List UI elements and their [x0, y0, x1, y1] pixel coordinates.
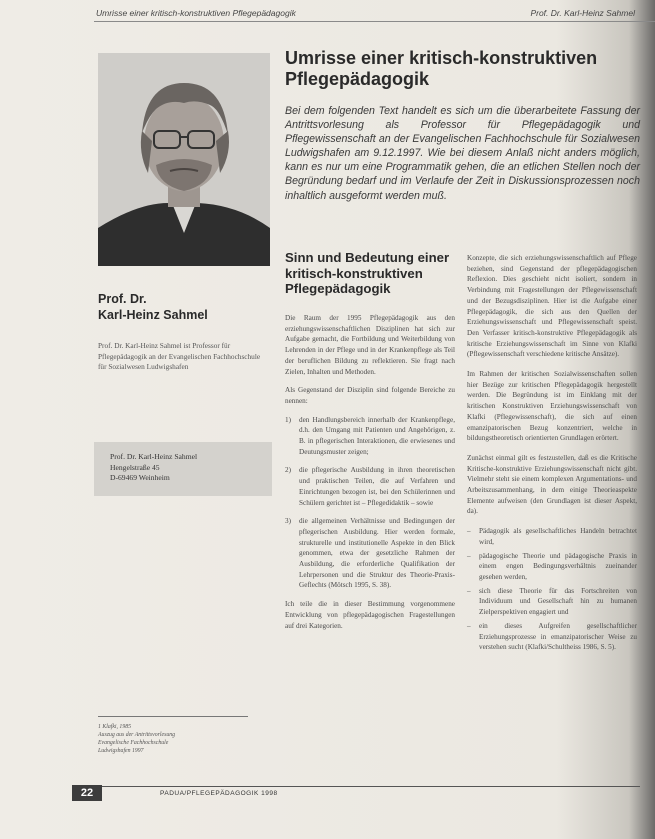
list-number: 1): [285, 415, 291, 424]
footnote: [98, 723, 258, 755]
author-name: [98, 291, 273, 323]
address-line: Hengelstraße 45: [110, 462, 160, 472]
list-text: die allgemeinen Verhältnisse und Bedingungen der pflegerischen Ausbildung. Hier werden formale, strukturelle und institutionelle Aspekte in den Blick genommen, etwa der gesetzliche Rahmen der Ausbildung, die erforderliche Qualifikation der Lehrpersonen und die Struktur des Theorie-Praxis-Geflechts (Mötsch 1995, S. 38).: [299, 517, 455, 590]
list-text: pädagogische Theorie und pädagogische Praxis in einem engen Bedingungsverhältnis zueinander gesehen werden,: [479, 551, 637, 581]
address-line: D-69469 Weinheim: [110, 473, 170, 482]
list-item: [467, 586, 637, 618]
list-text: sich diese Theorie für das Fortschreiten von Individuum und Gesellschaft hin zu humanen Zielperspektiven engagiert und: [479, 586, 637, 617]
list-item: [467, 621, 637, 653]
list-item: [467, 551, 637, 583]
running-head-right: Prof. Dr. Karl-Heinz Sahmel: [530, 8, 635, 18]
dash-bullet: –: [467, 621, 471, 630]
paragraph: Als Gegenstand der Disziplin sind folgende Bereiche zu nennen:: [285, 386, 455, 405]
dash-list: [467, 526, 637, 653]
footer-rule: [72, 786, 640, 787]
paragraph: Die Raum der 1995 Pflegepädagogik aus den erziehungswissenschaftlichen Disziplinen hat sich zur Aufgabe gemacht, die Fortbildung und Weiterbildung von Lehrenden in der Pflege und in der Krankenpflege als Teil der beruflichen Bildung zu reflektieren. Sie fragt nach Zielen, Inhalten und Methoden.: [285, 314, 455, 376]
list-text: die pflegerische Ausbildung in ihren theoretischen und praktischen Teilen, die auf Verfahren und Einrichtungen bezogen ist, bei den Schülerinnen und Schülern gerichtet ist – Pflegedidaktik – sowie: [299, 466, 455, 507]
numbered-list: [285, 415, 455, 592]
footnote-line: 1 Klafki, 1985: [98, 724, 132, 730]
list-text: Pädagogik als gesellschaftliches Handeln betrachtet wird,: [479, 527, 637, 546]
article-title: Umrisse einer kritisch-konstruktiven Pflegepädagogik: [285, 48, 598, 89]
text-column-left: [285, 313, 455, 639]
text-column-right: [467, 253, 637, 656]
footnote-rule: [98, 716, 248, 717]
paragraph: Im Rahmen der kritischen Sozialwissenschaften sollen hier Bezüge zur kritischen Pflegepädagogik hergestellt werden. Die Begründung ist im Einklang mit der kritischen Konstruktiven Erziehungswissenschaft von Klafki (Pflegewissenschaft), die sich auf einen emanzipatorischen Bezug konzentriert, welche in bildungstheoretisch orientierten Grundlagen erörtert.: [467, 370, 637, 443]
dash-bullet: –: [467, 586, 471, 595]
paragraph: Ich teile die in dieser Bestimmung vorgenommene Entwicklung von pflegepädagogischen Fragestellungen auf drei Kategorien.: [285, 600, 455, 630]
running-head-left: Umrisse einer kritisch-konstruktiven Pflegepädagogik: [96, 8, 296, 18]
header-rule: [94, 21, 655, 22]
page-number: 22: [72, 785, 102, 801]
paragraph: Zunächst einmal gilt es festzustellen, daß es die Kritische Kritische-konstruktive Erziehungswissenschaft nicht gibt. Vielmehr steht sie einem komplexen Argumentations- und Arbeitszusammenhang, in dem einige Theorieaspekte Elemente aufweisen (den Grundlagen ist dieser Aspekt, da).: [467, 453, 637, 516]
dash-bullet: –: [467, 551, 471, 560]
paragraph: Konzepte, die sich erziehungswissenschaftlich auf Pflege beziehen, sind Gegenstand der pflegepädagogischen Reflexion. Dies geschieht nicht isoliert, sondern in Verbindung mit Fragestellungen der Pflegewissenschaft und der Bezugsdisziplinen. Hier ist die Aufgabe einer Pflegepädagogik, die sich aus den Quellen der Erziehungswissenschaft und Pflegewissenschaft speist. Den Verfasser kritisch-konstruktive Pflegepädagogik als kritische Erziehungswissenschaft im Sinne von Klafki (Pflegewissenschaft verschiedene kritische Ansätze).: [467, 254, 637, 359]
list-item: [285, 415, 455, 458]
journal-name: PADUA/PFLEGEPÄDAGOGIK 1998: [160, 790, 278, 797]
list-number: 3): [285, 517, 291, 526]
footnote-line: Auszug aus der Antrittsvorlesung: [98, 732, 176, 738]
list-text: ein dieses Aufgreifen gesellschaftlicher Erziehungsprozesse in emanzipatorischer Weise zu verstehen sucht (Klafki/Schultheiss 1986, S. 5).: [479, 621, 637, 652]
footnote-line: Ludwigshafen 1997: [98, 748, 144, 754]
author-portrait-image: [98, 53, 270, 266]
footnote-line: Evangelische Fachhochschule: [98, 740, 169, 746]
address-line: Prof. Dr. Karl-Heinz Sahmel: [110, 452, 198, 461]
author-name-full: Karl-Heinz Sahmel: [98, 308, 208, 322]
list-item: [285, 516, 455, 591]
author-bio: Prof. Dr. Karl-Heinz Sahmel ist Professor für Pflegepädagogik an der Evangelischen Fachhochschule für Sozialwesen Ludwigshafen: [98, 341, 261, 372]
running-head: [96, 8, 635, 18]
author-name-title: Prof. Dr.: [98, 292, 147, 306]
list-number: 2): [285, 466, 291, 475]
list-item: [467, 526, 637, 547]
author-photo: [98, 53, 270, 266]
list-item: [285, 465, 455, 508]
section-title: Sinn und Bedeutung einer kritisch-konstruktiven Pflegepädagogik: [285, 250, 450, 296]
author-address-box: [94, 442, 272, 496]
dash-bullet: –: [467, 527, 471, 536]
article-intro: Bei dem folgenden Text handelt es sich um die überarbeitete Fassung der Antrittsvorlesung als Professor für Pflegepädagogik und Pflegewissenschaft an der Evangelischen Fachhochschule für Sozialwesen Ludwigshafen am 9.12.1997. Wie bei diesem Anlaß nicht anders möglich, kann es nur um eine Programmatik gehen, die an etlichen Stellen noch der Begründung bedarf und im Verlaufe der Zeit in Diskussionsprozessen noch inhaltlich ausgeformt werden muß.: [285, 105, 640, 202]
list-text: den Handlungsbereich innerhalb der Krankenpflege, d.h. den Umgang mit Patienten und Angehörigen, z. B. in pflegerischen Interaktionen, die erwiesenes und Deutungsmuster zeigen;: [299, 415, 455, 456]
